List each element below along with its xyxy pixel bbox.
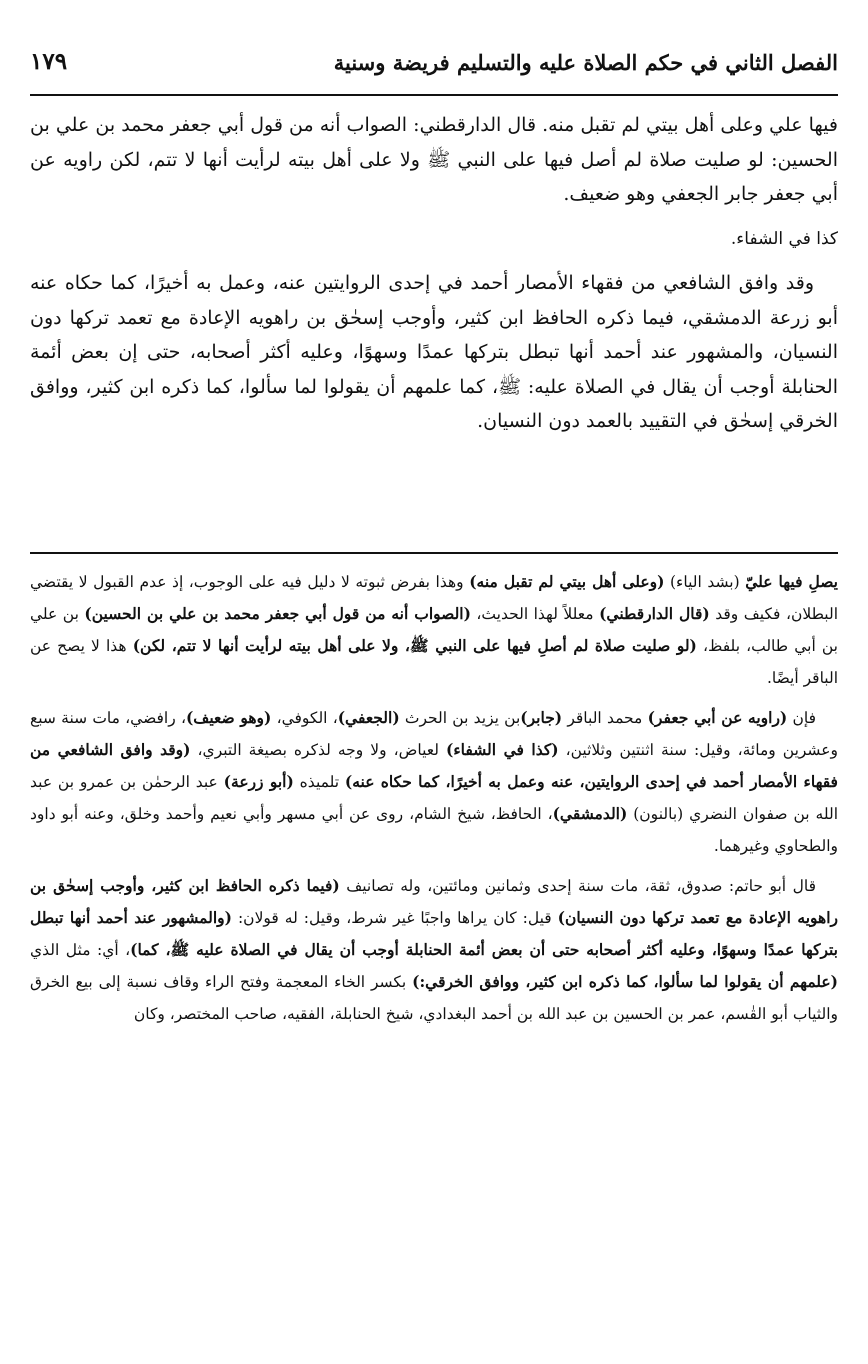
commentary-quote: (أبو زرعة) — [223, 772, 294, 791]
commentary-text-run: تلميذه — [293, 773, 345, 791]
commentary-text-run: محمد الباقر — [562, 709, 648, 727]
main-text — [30, 108, 838, 449]
commentary-quote: (وهو ضعيف) — [185, 708, 272, 727]
commentary-text-run: معللاً لهذا الحديث، — [470, 605, 600, 623]
commentary-quote: (قال الدارقطني) — [599, 604, 710, 623]
commentary-quote: (فيما ذكره الحافظ ابن كثير، وأوجب إسحٰق بن راهويه الإعادة مع تعمد تركها دون النسيان) — [30, 876, 838, 927]
commentary-text-run: وهذا بفرض ثبوته لا دليل فيه على الوجوب، إذ عدم القبول لا يقتضي البطلان، فكيف وقد — [30, 573, 838, 623]
commentary-quote: (كذا في الشفاء) — [446, 740, 559, 759]
commentary-quote: (وقد وافق الشافعي من فقهاء الأمصار أحمد في إحدى الروايتين، عنه وعمل به أخيرًا، كما حكاه عنه) — [30, 740, 838, 791]
commentary-text-run: ، رافضي، مات سنة سبع وعشرين ومائة، وقيل: سنة اثنتين وثلاثين، — [30, 709, 838, 759]
page-header — [30, 46, 838, 86]
commentary-quote: (جابر) — [520, 708, 563, 727]
commentary-text-run: بن علي بن أبي طالب، بلفظ، — [30, 605, 838, 655]
commentary-quote: (علمهم أن يقولوا لما سألوا، كما ذكره ابن كثير، ووافق الخرقي:) — [412, 972, 839, 991]
commentary-quote: (والمشهور عند أحمد أنها تبطل بتركها عمدًا وسهوًا، وعليه أكثر أصحابه حتى أن بعض أئمة الحنابلة أوجب أن يقال في الصلاة عليه ﷺ، كما) — [30, 908, 838, 959]
page-number: ١٧٩ — [30, 48, 68, 75]
commentary-text-run: ، أي: مثل الذي — [30, 941, 131, 959]
header-divider — [30, 94, 838, 96]
commentary-quote: (الدمشقي) — [552, 804, 628, 823]
commentary-text-run: فإن — [787, 709, 817, 727]
chapter-title: الفصل الثاني في حكم الصلاة عليه والتسليم فريضة وسنية — [333, 50, 838, 75]
commentary-quote: (راويه عن أبي جعفر) — [647, 708, 788, 727]
commentary-quote: (وعلى أهل بيتي لم تقبل منه) — [469, 572, 665, 591]
commentary-text-run: عبد الرحمٰن بن عمرو بن عبد الله بن صفوان النضري (بالنون) — [30, 773, 838, 823]
commentary-text-run: ، الكوفي، — [271, 709, 338, 727]
commentary-divider — [30, 552, 838, 554]
commentary-text-run: قال أبو حاتم: صدوق، ثقة، مات سنة إحدى وثمانين ومائتين، وله تصانيف — [339, 877, 816, 895]
main-paragraph-source: كذا في الشفاء. — [730, 228, 838, 249]
commentary-quote: يصلِ فيها عليّ — [745, 572, 838, 591]
commentary-text-run: هذا لا يصح عن الباقر أيضًا. — [30, 637, 838, 687]
commentary-text-run: بكسر الخاء المعجمة وفتح الراء وقاف نسبة إلى بيع الخرق والثياب أبو القٰسم، عمر بن الحسين بن عبد الله بن أحمد البغدادي، شيخ الحنابلة، الفقيه، صاحب المختصر، وكان — [30, 973, 838, 1023]
commentary-text-run: ، الحافظ، شيخ الشام، روى عن أبي مسهر وأبي نعيم وأحمد وخلق، وعنه أبو داود والطحاوي وغيرهما. — [30, 805, 838, 855]
commentary-quote: (الجعفي) — [337, 708, 400, 727]
commentary-text-run: لعياض، ولا وجه لذكره بصيغة التبري، — [190, 741, 447, 759]
commentary-paragraph-3 — [30, 870, 838, 1030]
commentary-text-run: بن يزيد بن الحرث — [399, 709, 521, 727]
commentary-quote: (الصواب أنه من قول أبي جعفر محمد بن علي بن الحسين) — [84, 604, 471, 623]
commentary-text-run: قيل: كان يراها واجبًا غير شرط، وقيل: له قولان: — [232, 909, 558, 927]
main-paragraph-2: وقد وافق الشافعي من فقهاء الأمصار أحمد في إحدى الروايتين عنه، وعمل به أخيرًا، كما حكاه عنه أبو زرعة الدمشقي، فيما ذكره الحافظ ابن كثير، وأوجب إسحٰق بن راهويه الإعادة مع تعمد تركها دون النسيان، والمشهور عند أحمد أنها تبطل بتركها عمدًا وسهوًا، وعليه أكثر أصحابه، حتى إن بعض أئمة الحنابلة أوجب أن يقال في الصلاة عليه: ﷺ، كما علمهم أن يقولوا لما سألوا، كما ذكره ابن كثير، ووافق الخرقي إسحٰق في التقييد بالعمد دون النسيان. — [30, 272, 838, 432]
main-paragraph-1: فيها علي وعلى أهل بيتي لم تقبل منه. قال الدارقطني: الصواب أنه من قول أبي جعفر محمد بن علي بن الحسين: لو صليت صلاة لم أصل فيها على النبي ﷺ ولا على أهل بيته لرأيت أنها لا تتم، لكن راويه عن أبي جعفر جابر الجعفي وهو ضعيف. — [30, 114, 838, 205]
commentary-quote: (لو صليت صلاة لم أصلِ فيها على النبي ﷺ، ولا على أهل بيته لرأيت أنها لا تتم، لكن) — [132, 636, 697, 655]
commentary-paragraph-2 — [30, 702, 838, 862]
commentary-paragraph-1 — [30, 566, 838, 694]
commentary-text — [30, 566, 838, 1038]
commentary-text-run: (بشد الياء) — [664, 573, 746, 591]
